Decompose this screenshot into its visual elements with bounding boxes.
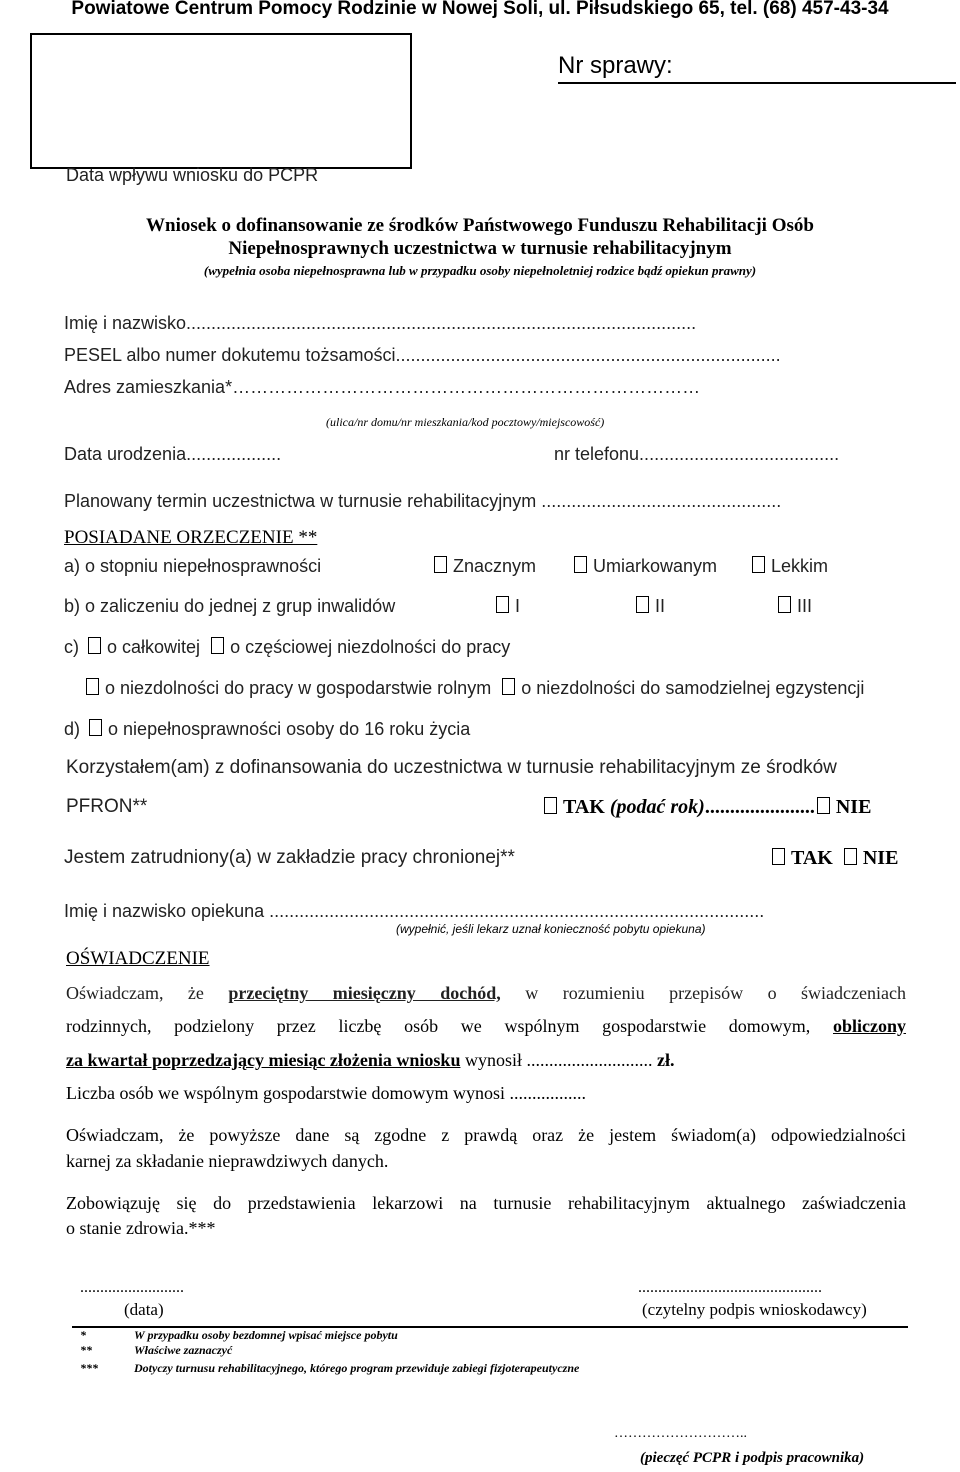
form-title-note: (wypełnia osoba niepełnosprawna lub w przypadku osoby niepełnoletniej rodzice bądź opiekun prawny): [203, 263, 757, 278]
pcpr-signature-line[interactable]: ………………………..: [614, 1426, 747, 1441]
option-lekkim[interactable]: Lekkim: [752, 556, 828, 577]
employment-no[interactable]: NIE: [862, 847, 899, 869]
date-label: (data): [124, 1300, 164, 1319]
applicant-signature-label: (czytelny podpis wnioskodawcy): [642, 1300, 867, 1319]
pfron-label: PFRON**: [66, 796, 148, 817]
form-title-line1: Wniosek o dofinansowanie ze środków Państwowego Funduszu Rehabilitacji Osób: [146, 215, 814, 236]
declaration-line2: rodzinnych, podzielony przez liczbę osób we wspólnym gospodarstwie domowym, obliczony: [66, 1016, 907, 1036]
footnote-1-text: W przypadku osoby bezdomnej wpisać miejsce pobytu: [134, 1328, 398, 1342]
checkbox-icon[interactable]: [844, 848, 857, 865]
truth-declaration-line1: Oświadczam, że powyższe dane są zgodne z prawdą oraz że jestem świadom(a) odpowiedzialności: [66, 1125, 906, 1145]
name-field[interactable]: Imię i nazwisko......................................................................................................: [64, 313, 697, 333]
pfron-no[interactable]: NIE: [835, 796, 872, 818]
pfron-question: Korzystałem(am) z dofinansowania do uczestnictwa w turnusie rehabilitacyjnym ze środków: [66, 757, 837, 778]
phone-field[interactable]: nr telefonu........................................: [554, 444, 840, 464]
pesel-field[interactable]: PESEL albo numer dokutemu tożsamości.............................................................................: [64, 345, 781, 365]
option-child-disability[interactable]: o niepełnosprawności osoby do 16 roku życia: [108, 719, 471, 739]
truth-declaration-line2: karnej za składanie nieprawdziwych danych.: [66, 1151, 389, 1171]
option-group-ii[interactable]: II: [636, 596, 665, 617]
checkbox-icon[interactable]: [544, 797, 557, 814]
date-signature-line[interactable]: ..........................: [80, 1279, 184, 1296]
pcpr-signature-label: (pieczęć PCPR i podpis pracownika): [640, 1450, 865, 1466]
guardian-name-field[interactable]: Imię i nazwisko opiekuna ...................................................................................................: [64, 901, 765, 921]
checkbox-icon[interactable]: [89, 719, 102, 736]
footnote-3-text: Dotyczy turnusu rehabilitacyjnego, którego program przewiduje zabiegi fizjoterapeutyczne: [134, 1361, 580, 1375]
checkbox-icon[interactable]: [86, 678, 99, 695]
pfron-yes[interactable]: TAK: [563, 796, 605, 818]
option-znacznym[interactable]: Znacznym: [434, 556, 536, 577]
checkbox-icon[interactable]: [772, 848, 785, 865]
option-independent-living-incapacity[interactable]: o niezdolności do samodzielnej egzystencji: [521, 678, 865, 698]
option-group-i[interactable]: I: [496, 596, 520, 617]
checkbox-icon[interactable]: [636, 596, 649, 613]
pfron-options: TAK (podać rok)...................... NIE: [544, 796, 871, 819]
checkbox-icon[interactable]: [496, 596, 509, 613]
checkbox-icon[interactable]: [817, 797, 830, 814]
footnote-3-mark: ***: [80, 1361, 98, 1375]
certificate-c-row2: [86, 678, 864, 699]
household-size-field[interactable]: Liczba osób we wspólnym gospodarstwie domowym wynosi .................: [66, 1083, 586, 1103]
option-full-incapacity[interactable]: o całkowitej: [107, 637, 201, 657]
option-umiarkowanym[interactable]: Umiarkowanym: [574, 556, 717, 577]
health-certificate-line2: o stanie zdrowia.***: [66, 1218, 216, 1238]
footnote-2-text: Właściwe zaznaczyć: [134, 1343, 233, 1357]
health-certificate-line1: Zobowiązuję się do przedstawienia lekarzowi na turnusie rehabilitacyjnym aktualnego zaświadczenia: [66, 1193, 906, 1213]
certificate-b-label: b) o zaliczeniu do jednej z grup inwalidów: [64, 596, 396, 616]
checkbox-icon[interactable]: [778, 596, 791, 613]
term-field[interactable]: Planowany termin uczestnictwa w turnusie rehabilitacyjnym ................................................: [64, 491, 782, 511]
address-hint: (ulica/nr domu/nr mieszkania/kod pocztowy/miejscowość): [326, 415, 605, 429]
certificate-d-row: d) o niepełnosprawności osoby do 16 roku życia: [64, 719, 471, 739]
checkbox-icon[interactable]: [502, 678, 515, 695]
employment-yes[interactable]: TAK: [791, 847, 833, 869]
declaration-line3: za kwartał poprzedzający miesiąc złożenia wniosku wynosił ............................ zł.: [66, 1050, 675, 1070]
applicant-signature-line[interactable]: ..............................................: [638, 1279, 822, 1296]
footnote-1-mark: *: [80, 1328, 86, 1342]
employment-label: Jestem zatrudniony(a) w zakładzie pracy chronionej**: [64, 847, 515, 868]
employment-options: [772, 847, 898, 870]
form-title-line2: Niepełnosprawnych uczestnictwa w turnusie rehabilitacyjnym: [228, 238, 732, 259]
option-partial-incapacity[interactable]: o częściowej niezdolności do pracy: [230, 637, 511, 657]
option-farm-incapacity[interactable]: o niezdolności do pracy w gospodarstwie rolnym: [105, 678, 492, 698]
certificate-c-row: c) o całkowitej o częściowej niezdolności do pracy: [64, 637, 511, 657]
stamp-box: [30, 33, 412, 169]
footnote-2-mark: **: [80, 1343, 92, 1357]
certificate-a-label: a) o stopniu niepełnosprawności: [64, 556, 322, 576]
case-number-label: Nr sprawy:: [558, 52, 956, 84]
checkbox-icon[interactable]: [434, 556, 447, 573]
declaration-heading: OŚWIADCZENIE: [66, 948, 210, 969]
received-date-label: Data wpływu wniosku do PCPR: [66, 165, 319, 185]
declaration-line1: Oświadczam, że przeciętny miesięczny dochód, w rozumieniu przepisów o świadczeniach: [66, 983, 906, 1003]
checkbox-icon[interactable]: [574, 556, 587, 573]
guardian-hint: (wypełnić, jeśli lekarz uznał konieczność pobytu opiekuna): [396, 922, 706, 936]
checkbox-icon[interactable]: [88, 637, 101, 654]
birth-date-field[interactable]: Data urodzenia...................: [64, 444, 282, 464]
address-field[interactable]: Adres zamieszkania*……………………………………………………………………: [64, 377, 701, 397]
institution-header: Powiatowe Centrum Pomocy Rodzinie w Nowej Soli, ul. Piłsudskiego 65, tel. (68) 457-43-34: [71, 0, 889, 19]
option-group-iii[interactable]: III: [778, 596, 812, 617]
income-field[interactable]: wynosił ............................: [464, 1050, 653, 1070]
checkbox-icon[interactable]: [211, 637, 224, 654]
pfron-year-field[interactable]: ......................: [704, 796, 815, 818]
checkbox-icon[interactable]: [752, 556, 765, 573]
certificate-heading: POSIADANE ORZECZENIE **: [64, 527, 318, 548]
